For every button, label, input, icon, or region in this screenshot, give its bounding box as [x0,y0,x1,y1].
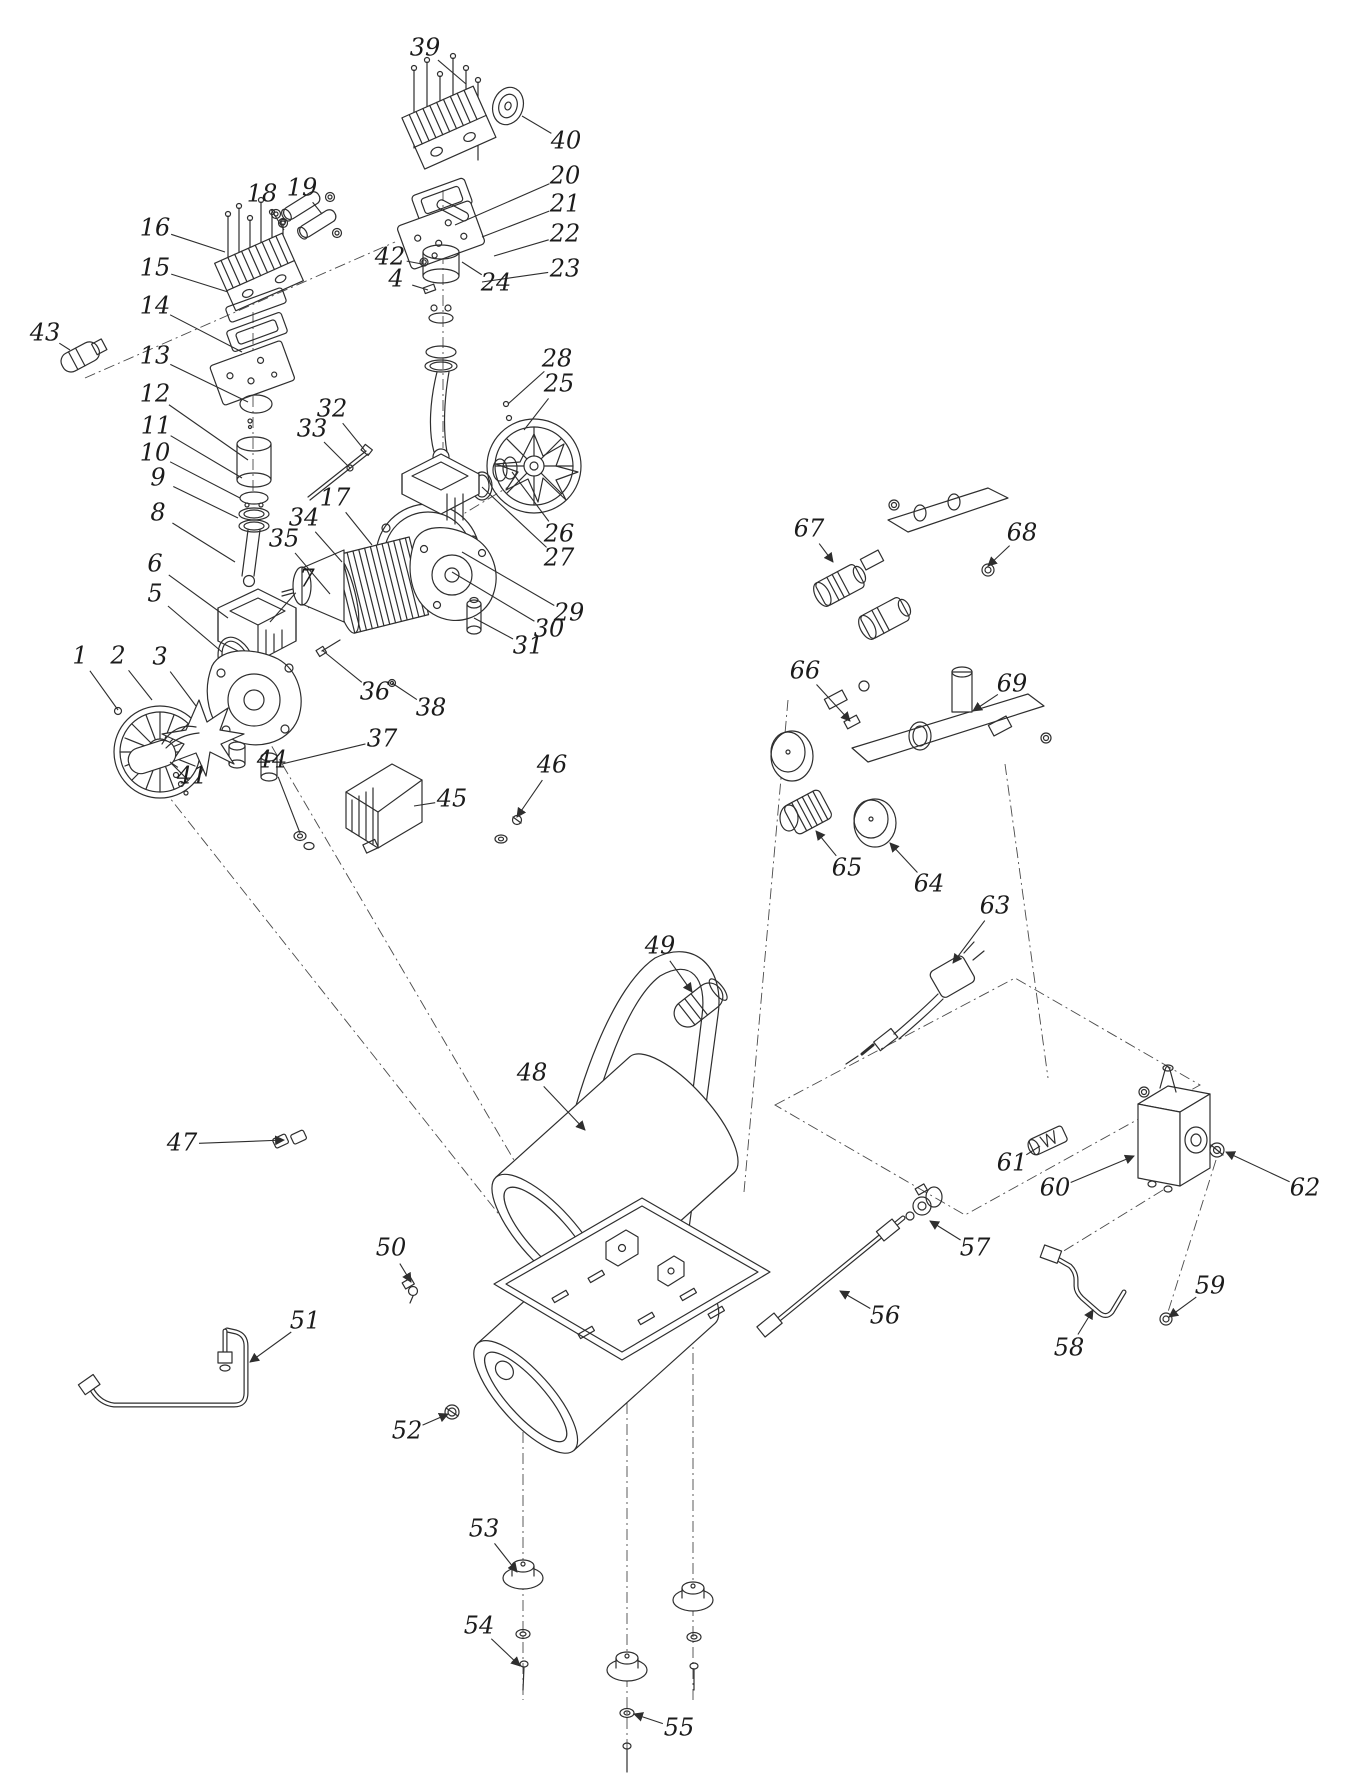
quick-coupler-1 [810,561,870,609]
bolt-36 [316,640,340,657]
part-number-58: 58 [1053,1333,1085,1362]
part-number-53: 53 [468,1514,500,1543]
part-number-25: 25 [543,369,575,398]
part-number-48: 48 [516,1058,548,1087]
part-number-23: 23 [549,254,581,283]
part-number-68: 68 [1006,518,1038,547]
part-number-37: 37 [366,724,398,753]
part-number-61: 61 [996,1148,1028,1177]
part-number-34: 34 [288,503,320,532]
callout-54 [464,1612,520,1667]
construction-centerlines [85,190,1216,1772]
manifold-upper [810,488,1008,642]
part-number-36: 36 [359,677,391,706]
part-number-54: 54 [463,1611,495,1640]
part-number-69: 69 [996,669,1028,698]
part-number-39: 39 [409,33,441,62]
part-number-46: 46 [536,750,568,779]
part-number-35: 35 [268,524,300,553]
part-number-67: 67 [793,514,825,543]
part-number-40: 40 [550,126,582,155]
part-number-44: 44 [256,745,288,774]
callout-8 [150,499,235,563]
part-number-15: 15 [139,253,171,282]
part-number-2: 2 [110,641,126,670]
callout-59 [1169,1272,1225,1318]
gauge-right [854,799,896,847]
callout-58 [1054,1310,1093,1362]
pulley [488,83,528,128]
gauge-left [771,731,813,781]
part-number-19: 19 [286,173,318,202]
part-number-31: 31 [512,631,544,660]
part-number-47: 47 [166,1128,198,1157]
part-number-50: 50 [375,1233,407,1262]
part-number-14: 14 [139,291,171,320]
part-number-29: 29 [553,598,585,627]
drain-cock-50 [402,1278,417,1303]
part-number-17: 17 [319,483,351,512]
callout-24 [462,262,511,297]
part-number-16: 16 [139,213,171,242]
part-number-26: 26 [543,519,575,548]
part-callouts [29,34,1321,1742]
part-number-18: 18 [246,179,278,208]
part-number-57: 57 [959,1233,991,1262]
part-number-5: 5 [147,579,163,608]
callout-60 [1040,1156,1134,1202]
bolt-46 [495,816,522,844]
power-cord [846,942,984,1064]
callout-36 [322,650,390,706]
part-number-64: 64 [913,869,945,898]
part-number-30: 30 [533,614,565,643]
part-number-43: 43 [29,318,61,347]
part-number-60: 60 [1039,1173,1071,1202]
callout-47 [166,1129,284,1157]
nut-59 [1160,1313,1172,1325]
part-number-51: 51 [289,1306,321,1335]
part-number-49: 49 [644,931,676,960]
part-number-55: 55 [663,1713,695,1742]
part-number-62: 62 [1289,1173,1321,1202]
part-number-59: 59 [1194,1271,1226,1300]
callout-52 [392,1414,448,1445]
callout-62 [1226,1152,1320,1202]
part-number-24: 24 [480,268,512,297]
part-number-6: 6 [147,549,163,578]
callout-51 [250,1307,320,1363]
nut-62 [1210,1143,1224,1157]
callout-26 [512,472,574,548]
outlet-pipe-51 [78,1330,246,1405]
check-valve-57 [906,1184,942,1220]
callout-39 [410,34,466,85]
plug-52 [445,1405,459,1419]
valve-plate-left [209,340,295,428]
callout-43 [29,319,70,351]
washers-44 [294,832,314,850]
part-number-65: 65 [831,853,863,882]
callout-55 [634,1714,694,1742]
part-number-22: 22 [549,219,581,248]
part-number-42: 42 [374,242,406,271]
screw-28 [504,402,509,407]
part-number-8: 8 [150,498,166,527]
cylinder-head-upper [402,86,496,169]
connecting-rod-left [242,530,260,576]
piston-assembly-right [425,305,457,465]
callout-37 [282,725,398,765]
callout-2 [109,642,152,701]
part-number-13: 13 [139,341,171,370]
part-number-20: 20 [549,161,581,190]
screw [520,1661,528,1690]
callout-5 [147,580,222,653]
nipple [860,550,883,570]
callout-48 [516,1059,585,1131]
part-number-28: 28 [541,344,573,373]
callout-40 [522,116,581,155]
callout-57 [930,1221,991,1262]
callout-17 [320,484,372,546]
check-valve-61 [1026,1125,1069,1157]
fan-screw [115,708,122,715]
part-number-27: 27 [543,543,575,572]
part-number-56: 56 [869,1301,901,1330]
callout-33 [297,415,350,469]
intake-filter-65 [780,788,833,835]
part-number-41: 41 [176,761,208,790]
part-number-45: 45 [436,784,468,813]
callout-3 [152,643,196,707]
callout-53 [469,1515,517,1573]
part-number-4: 4 [388,264,404,293]
part-number-33: 33 [296,414,328,443]
callout-61 [997,1146,1040,1177]
callout-44 [256,746,300,834]
callout-64 [890,843,944,898]
sensor-43 [58,335,109,375]
callout-15 [140,254,228,293]
part-number-32: 32 [316,394,348,423]
part-number-9: 9 [150,463,166,492]
callout-46 [517,751,567,818]
part-number-10: 10 [139,438,171,467]
washer [687,1633,701,1642]
wire-connectors-47 [272,1126,307,1152]
callout-68 [988,519,1037,567]
cylinder-block-left [218,589,296,661]
part-number-66: 66 [789,656,821,685]
callout-66 [790,657,850,722]
callout-49 [644,932,692,993]
part-number-11: 11 [140,411,172,440]
part-number-7: 7 [299,564,315,593]
callout-67 [794,515,833,563]
quick-coupler-2 [855,594,915,642]
screw [690,1663,698,1690]
transfer-pipe-58 [1040,1245,1124,1316]
part-number-63: 63 [979,891,1011,920]
part-number-3: 3 [152,642,168,671]
piston-assembly-left [239,492,269,587]
callout-65 [816,831,862,882]
part-number-38: 38 [415,693,447,722]
callout-38 [392,683,446,722]
callout-16 [140,214,225,253]
air-shroud [346,764,422,853]
callout-50 [376,1234,411,1283]
crankcase-right [410,528,496,621]
cylinder-sleeve-left [237,437,271,487]
callout-22 [494,220,580,257]
callout-56 [840,1291,900,1330]
part-number-52: 52 [391,1416,423,1445]
part-number-12: 12 [139,379,171,408]
part-number-21: 21 [549,189,581,218]
fan-right [472,402,581,514]
part-number-1: 1 [72,641,88,670]
